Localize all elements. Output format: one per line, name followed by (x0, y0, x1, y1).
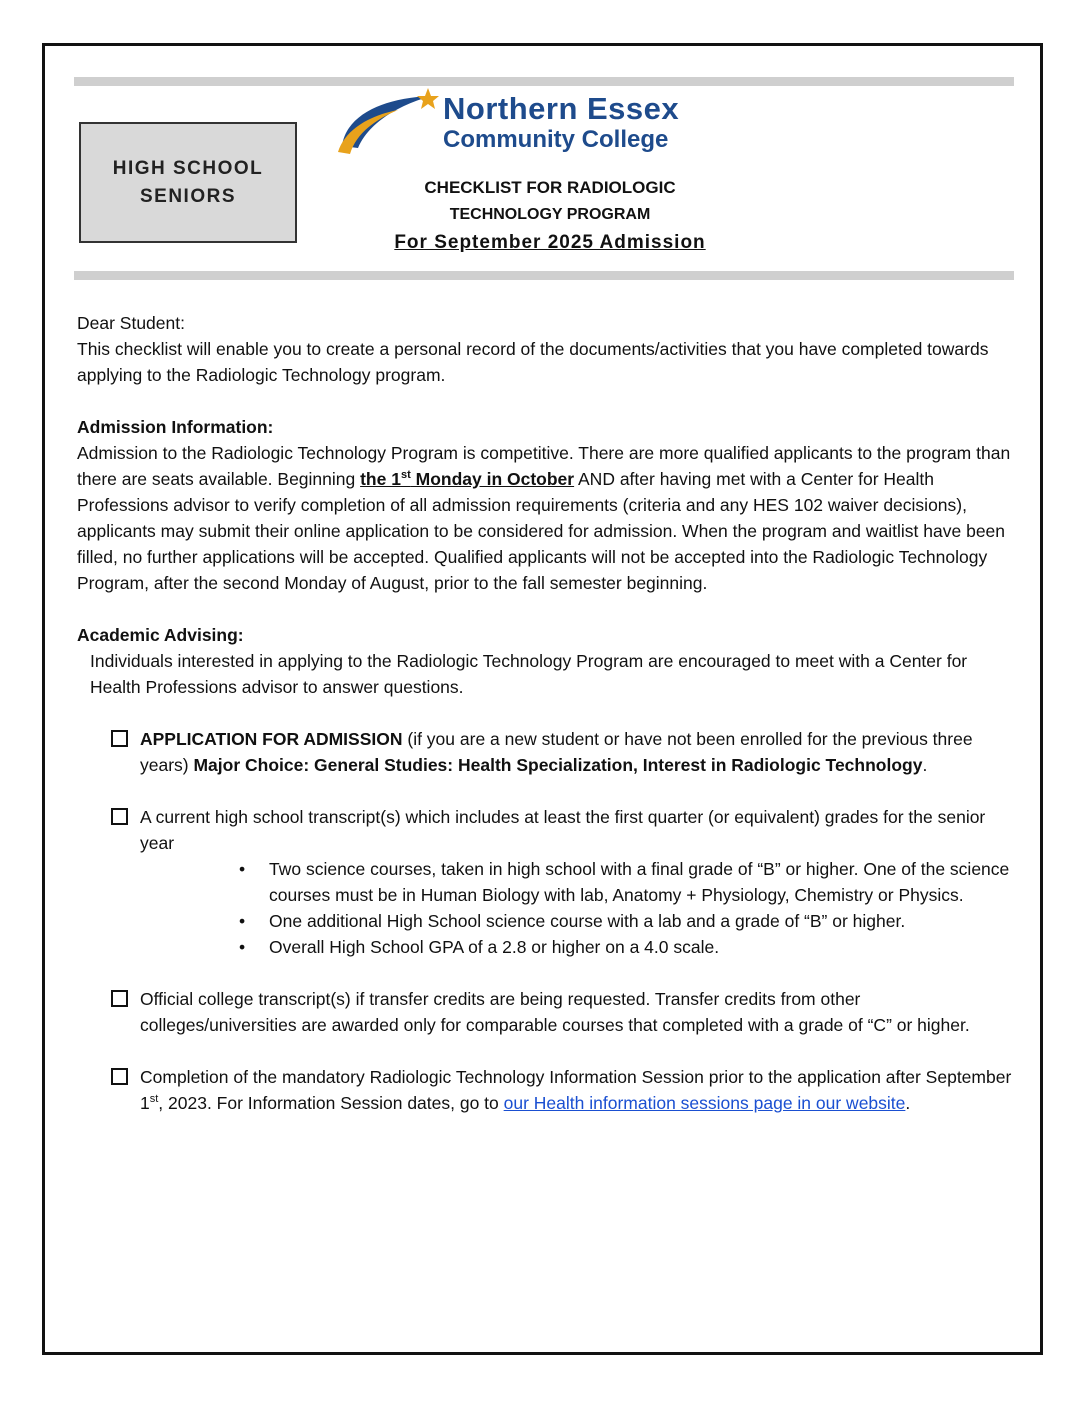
document-title-line2: TECHNOLOGY PROGRAM (449, 206, 651, 223)
document-title-admission: For September 2025 Admission (394, 232, 706, 253)
checkbox-info-session[interactable] (111, 1068, 128, 1085)
checklist-item-application: APPLICATION FOR ADMISSION (if you are a new student or have not been enrolled for the previous three years) Major Choice: General Studies: Health Specialization, Interest in Radiologic Technology. (77, 726, 1017, 778)
admission-heading: Admission Information: (77, 417, 274, 437)
checklist-item-college-transcript: Official college transcript(s) if transfer credits are being requested. Transfer credits from other colleges/universities are awarded only for comparable courses that completed with a grade of “C” or higher. (77, 986, 1017, 1038)
advising-text: Individuals interested in applying to the Radiologic Technology Program are encouraged to meet with a Center for Health Professions advisor to answer questions. (90, 651, 968, 697)
logo-name-line2: Community College (443, 126, 669, 153)
college-logo (336, 86, 756, 156)
document-title-line1: CHECKLIST FOR RADIOLOGIC (424, 178, 676, 197)
admission-date-emphasis: the 1st Monday in October (360, 469, 575, 489)
list-item: • Overall High School GPA of a 2.8 or higher on a 4.0 scale. (269, 934, 1017, 960)
checkbox-application[interactable] (111, 730, 128, 747)
document-body (77, 310, 1017, 1116)
checkbox-college-transcript[interactable] (111, 990, 128, 1007)
logo-swoosh-icon (336, 86, 441, 156)
checklist-item-hs-transcript: A current high school transcript(s) which includes at least the first quarter (or equivalent) grades for the senior year (77, 804, 1017, 856)
greeting: Dear Student: (77, 313, 185, 333)
header-rule-bottom (74, 271, 1014, 280)
transcript-requirements-list (77, 856, 1017, 960)
logo-name-line1: Northern Essex (443, 91, 680, 126)
admission-text: Admission to the Radiologic Technology Program is competitive. There are more qualified applicants to the program than there are seats available. Beginning the 1st Monday in October AND after having met with a Center for Health Professions advisor to verify completion of all admission requirements (criteria and any HES 102 waiver decisions), applicants may submit their online application to be considered for admission. When the program and waitlist have been filled, no further applications will be accepted. Qualified applicants will not be accepted into the Radiologic Technology Program, after the second Monday of August, prior to the fall semester beginning. (77, 443, 1011, 593)
audience-badge-text: HIGH SCHOOL SENIORS (112, 157, 264, 207)
info-sessions-link[interactable]: our Health information sessions page in our website (503, 1093, 906, 1113)
checklist-item-info-session: Completion of the mandatory Radiologic Technology Information Session prior to the application after September 1st, 2023. For Information Session dates, go to our Health information sessions page in our website. (77, 1064, 1017, 1116)
checkbox-hs-transcript[interactable] (111, 808, 128, 825)
advising-heading: Academic Advising: (77, 625, 244, 645)
header-rule-top (74, 77, 1014, 86)
list-item: • One additional High School science course with a lab and a grade of “B” or higher. (269, 908, 1017, 934)
list-item: • Two science courses, taken in high school with a final grade of “B” or higher. One of the science courses must be in Human Biology with lab, Anatomy + Physiology, Chemistry or Physics. (269, 856, 1017, 908)
intro-text: This checklist will enable you to create a personal record of the documents/activities that you have completed towards applying to the Radiologic Technology program. (77, 339, 989, 385)
audience-badge (79, 122, 297, 243)
